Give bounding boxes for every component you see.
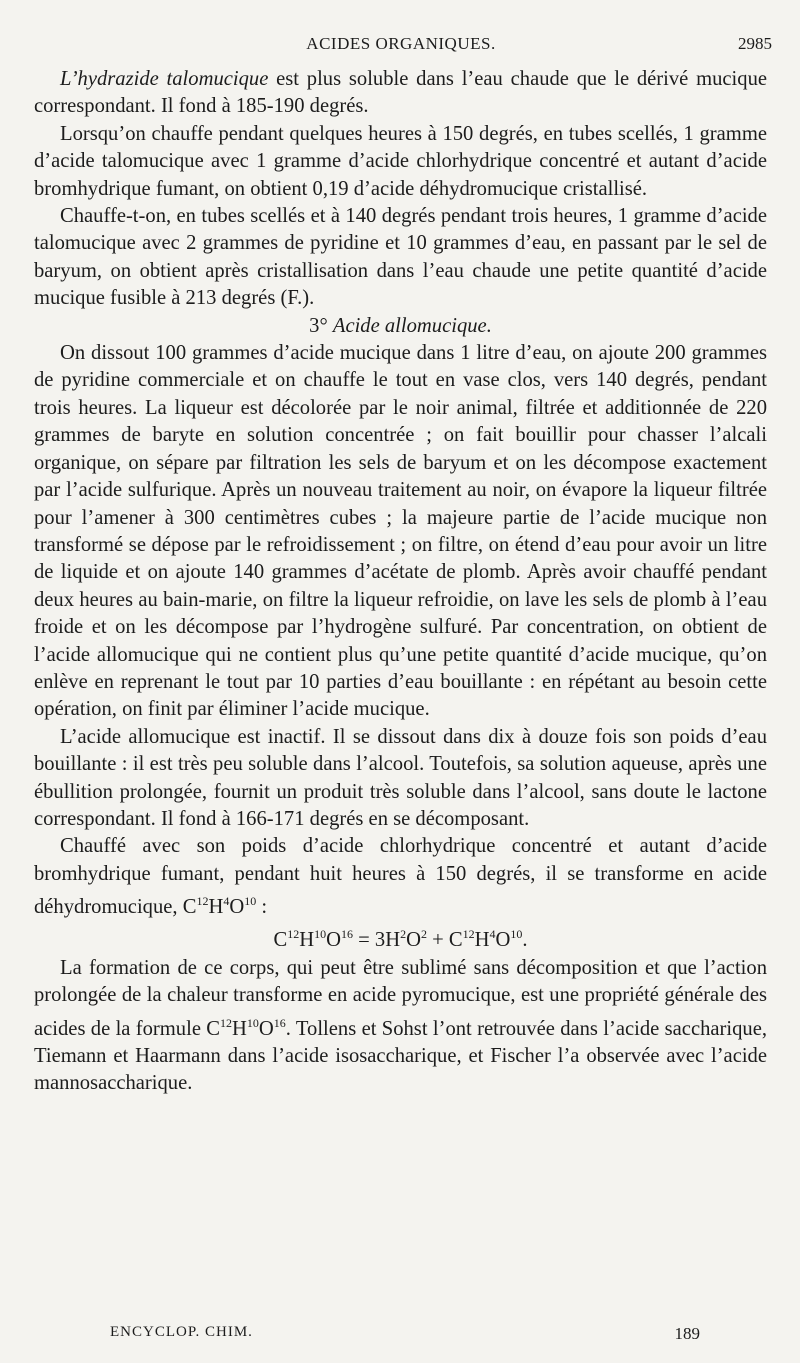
paragraph-text: est plus soluble dans l’eau chaude que le dérivé mucique correspondant. Il fond à 185-190 degrés.: [34, 68, 768, 118]
paragraph-text: :: [256, 896, 268, 919]
header-title: ACIDES ORGANIQUES.: [306, 34, 496, 53]
formula-part: .: [522, 929, 528, 952]
footer-signature: ENCYCLOP. CHIM.: [110, 1324, 253, 1340]
section-number: 3°: [309, 314, 328, 337]
subscript: 2: [400, 927, 407, 942]
compound-name: L’hydrazide talomucique: [60, 68, 269, 90]
paragraph: [34, 955, 767, 1098]
subscript: 12: [196, 894, 209, 909]
subscript: 16: [340, 927, 353, 942]
subscript: 12: [462, 927, 475, 942]
footer-sheet-number: 189: [674, 1324, 700, 1343]
chemical-equation: [34, 921, 767, 954]
page-footer: [110, 1324, 700, 1346]
formula-part: O: [326, 929, 341, 952]
subscript: 10: [246, 1015, 259, 1030]
paragraph: [34, 66, 767, 121]
subscript: 4: [223, 894, 230, 909]
formula-part: = 3H: [352, 929, 401, 952]
section-heading: [34, 313, 767, 340]
body-text: [34, 66, 767, 1098]
formula-part: C: [273, 929, 288, 952]
paragraph-text: La formation de ce corps, qui peut être sublimé sans décomposition et que l’action prolongée de la chaleur transforme en acide pyromucique, est une propriété générale des acides de la formule C: [34, 956, 767, 1040]
formula-part: O: [229, 896, 245, 919]
subscript: 12: [287, 927, 300, 942]
subscript: 10: [314, 927, 327, 942]
running-header: [30, 34, 772, 60]
paragraph-text: Chauffé avec son poids d’acide chlorhydrique concentré et autant d’acide bromhydrique fumant, pendant huit heures à 150 degrés, il se transforme en acide déhydromucique, C: [34, 835, 767, 919]
paragraph: Chauffe-t-on, en tubes scellés et à 140 degrés pendant trois heures, 1 gramme d’acide talomucique avec 2 grammes de pyridine et 10 grammes d’eau, en passant par le sel de baryum, on obtient après cristallisation dans l’eau chaude une petite quantité d’acide mucique fusible à 213 degrés (F.).: [34, 205, 767, 310]
formula-part: O: [406, 929, 421, 952]
paragraph: Lorsqu’on chauffe pendant quelques heures à 150 degrés, en tubes scellés, 1 gramme d’acide talomucique avec 1 gramme d’acide chlorhydrique concentré et autant d’acide bromhydrique fumant, on obtient 0,19 d’acide déhydromucique cristallisé.: [34, 122, 767, 200]
formula-part: H: [208, 896, 224, 919]
subscript: 16: [273, 1015, 286, 1030]
subscript: 10: [510, 927, 523, 942]
section-name: Acide allomucique.: [332, 314, 492, 337]
header-page-number: 2985: [738, 34, 772, 53]
subscript: 2: [420, 927, 427, 942]
paragraph: L’acide allomucique est inactif. Il se dissout dans dix à douze fois son poids d’eau bouillante : il est très peu soluble dans l’alcool. Toutefois, sa solution aqueuse, après une ébullition prolongée, fournit un produit très soluble dans l’alcool, sans doute le lactone correspondant. Il fond à 166-171 degrés en se décomposant.: [34, 725, 767, 830]
formula-part: O: [258, 1017, 274, 1040]
formula-part: + C: [426, 929, 463, 952]
formula-part: O: [495, 929, 511, 952]
paragraph: On dissout 100 grammes d’acide mucique dans 1 litre d’eau, on ajoute 200 grammes de pyridine commerciale et on chauffe le tout en vase clos, vers 140 degrés, pendant trois heures. La liqueur est décolorée par le noir animal, filtrée et additionnée de 220 grammes de baryte en solution concentrée ; on fait bouillir pour chasser l’alcali organique, on sépare par filtration les sels de baryum et on les décompose exactement par l’acide sulfurique. Après un nouveau traitement au noir, on évapore la liqueur filtrée pour l’amener à 300 centimètres cubes ; la majeure partie de l’acide mucique non transformé se dépose par le refroidissement ; on filtre, on étend d’eau pour avoir un litre de liquide et on ajoute 140 grammes d’acétate de plomb. Après avoir chauffé pendant deux heures au bain-marie, on filtre la liqueur refroidie, on lave les sels de plomb à l’eau froide et on les décompose par l’hydrogène sulfuré. Par concentration, on obtient de l’acide allomucique qui ne contient plus qu’une petite quantité d’acide mucique, qu’on enlève en reprenant le tout par 10 parties d’eau bouillante : en répétant au besoin cette opération, on finit par éliminer l’acide mucique.: [34, 342, 767, 721]
formula-part: H: [232, 1017, 247, 1040]
formula-part: H: [474, 929, 490, 952]
subscript: 10: [244, 894, 257, 909]
formula-part: H: [299, 929, 315, 952]
subscript: 12: [220, 1015, 233, 1030]
subscript: 4: [489, 927, 496, 942]
paragraph: [34, 833, 767, 921]
paragraph-text: . Tollens et Sohst l’ont retrouvée dans l’acide saccharique, Tiemann et Haarmann dans l’acide isosaccharique, et Fischer l’a observée avec l’acide mannosaccharique.: [34, 1017, 767, 1095]
